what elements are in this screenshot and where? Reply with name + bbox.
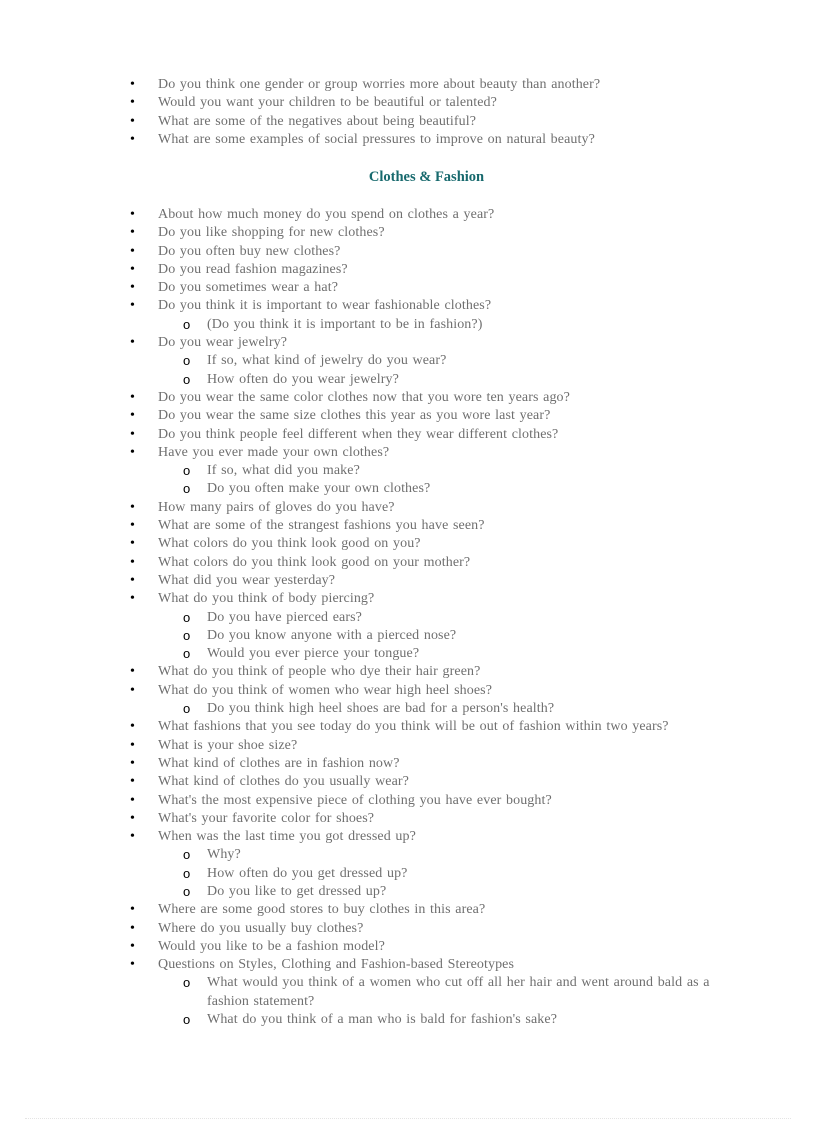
- sub-list-item: o If so, what did you make?: [0, 462, 816, 480]
- sub-list-item: o Do you often make your own clothes?: [0, 480, 816, 498]
- list-item: • What's your favorite color for shoes?: [0, 810, 816, 828]
- list-item: • What do you think of women who wear high heel shoes?: [0, 682, 816, 700]
- list-item: • What fashions that you see today do you think will be out of fashion within two years?: [0, 718, 816, 736]
- list-item: • Do you like shopping for new clothes?: [0, 224, 816, 242]
- sub-list-item: o Do you know anyone with a pierced nose?: [0, 627, 816, 645]
- list-item: • Where are some good stores to buy clothes in this area?: [0, 901, 816, 919]
- list-item: • What's the most expensive piece of clothing you have ever bought?: [0, 792, 816, 810]
- list-item: • About how much money do you spend on clothes a year?: [0, 206, 816, 224]
- page-bottom-rule: [25, 1118, 791, 1119]
- intro-question-list: [0, 76, 816, 149]
- list-item: • Do you often buy new clothes?: [0, 243, 816, 261]
- list-item: • What is your shoe size?: [0, 737, 816, 755]
- sub-list-item: o Would you ever pierce your tongue?: [0, 645, 816, 663]
- list-item: • What colors do you think look good on your mother?: [0, 554, 816, 572]
- list-item: • What colors do you think look good on you?: [0, 535, 816, 553]
- list-item: • Have you ever made your own clothes?: [0, 444, 816, 462]
- list-item: • Do you sometimes wear a hat?: [0, 279, 816, 297]
- list-item: • Questions on Styles, Clothing and Fashion-based Stereotypes: [0, 956, 816, 974]
- list-item: • What are some examples of social pressures to improve on natural beauty?: [0, 131, 816, 149]
- list-item: • Where do you usually buy clothes?: [0, 920, 816, 938]
- list-item: • Do you wear jewelry?: [0, 334, 816, 352]
- list-item: • Do you think it is important to wear fashionable clothes?: [0, 297, 816, 315]
- list-item: • Do you think one gender or group worries more about beauty than another?: [0, 76, 816, 94]
- list-item: • What are some of the strangest fashions you have seen?: [0, 517, 816, 535]
- sub-list-item: o What do you think of a man who is bald for fashion's sake?: [0, 1011, 816, 1029]
- sub-list-item: o If so, what kind of jewelry do you wear?: [0, 352, 816, 370]
- list-item: • What kind of clothes are in fashion now?: [0, 755, 816, 773]
- list-item: • What do you think of people who dye their hair green?: [0, 663, 816, 681]
- sub-list-item: o Why?: [0, 846, 816, 864]
- list-item: • How many pairs of gloves do you have?: [0, 499, 816, 517]
- list-item: • Do you wear the same color clothes now that you wore ten years ago?: [0, 389, 816, 407]
- clothes-fashion-question-list: [0, 206, 816, 1029]
- sub-list-item: o Do you like to get dressed up?: [0, 883, 816, 901]
- list-item: • What did you wear yesterday?: [0, 572, 816, 590]
- list-item: • What kind of clothes do you usually wear?: [0, 773, 816, 791]
- list-item: • Do you read fashion magazines?: [0, 261, 816, 279]
- list-item: • Do you think people feel different when they wear different clothes?: [0, 426, 816, 444]
- sub-list-item: o Do you think high heel shoes are bad for a person's health?: [0, 700, 816, 718]
- list-item: • Do you wear the same size clothes this year as you wore last year?: [0, 407, 816, 425]
- list-item: • When was the last time you got dressed up?: [0, 828, 816, 846]
- sub-list-item: o What would you think of a women who cut off all her hair and went around bald as a fashion statement?: [0, 974, 816, 1011]
- sub-list-item: o How often do you get dressed up?: [0, 865, 816, 883]
- list-item: • Would you like to be a fashion model?: [0, 938, 816, 956]
- sub-list-item: o How often do you wear jewelry?: [0, 371, 816, 389]
- sub-list-item: o (Do you think it is important to be in fashion?): [0, 316, 816, 334]
- sub-list-item: o Do you have pierced ears?: [0, 609, 816, 627]
- section-heading: Clothes & Fashion: [368, 169, 485, 185]
- list-item: • What do you think of body piercing?: [0, 590, 816, 608]
- list-item: • What are some of the negatives about being beautiful?: [0, 113, 816, 131]
- list-item: • Would you want your children to be beautiful or talented?: [0, 94, 816, 112]
